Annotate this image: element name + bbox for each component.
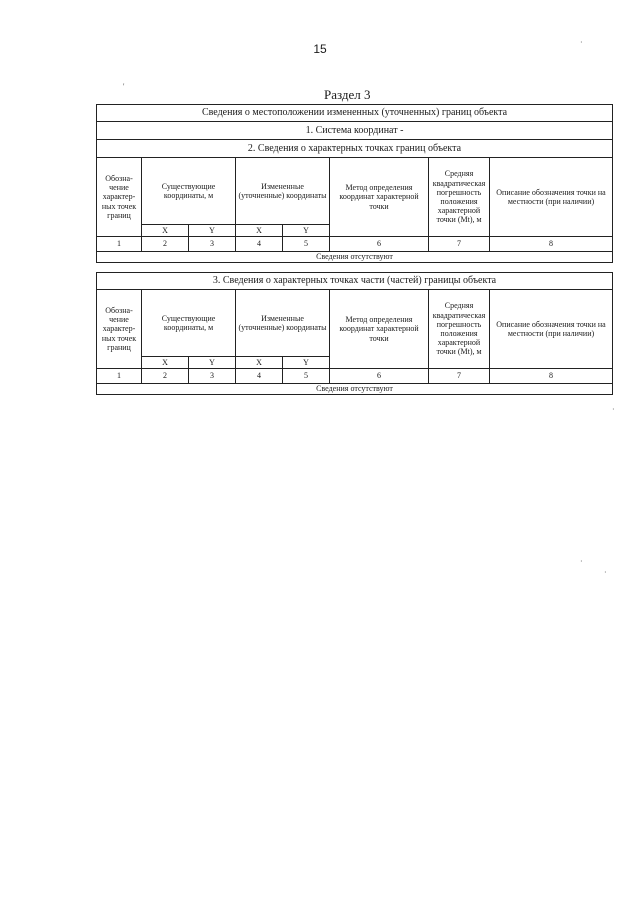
header-x: X <box>236 225 283 237</box>
column-number: 8 <box>490 237 613 252</box>
column-number: 5 <box>283 369 330 384</box>
header-error: Средняя квадратическая погрешность положения характерной точки (Mt), м <box>429 158 490 237</box>
scan-speck: · <box>580 38 583 47</box>
column-number: 6 <box>330 237 429 252</box>
scan-speck: · <box>604 568 607 577</box>
header-error: Средняя квадратическая погрешность положения характерной точки (Mt), м <box>429 290 490 369</box>
header-y: Y <box>283 357 330 369</box>
header-description: Описание обозначения точки на местности (при наличии) <box>490 290 613 369</box>
header-description: Описание обозначения точки на местности (при наличии) <box>490 158 613 237</box>
section-3-title: 3. Сведения о характерных точках части (частей) границы объекта <box>97 273 613 290</box>
page-number: 15 <box>313 42 327 56</box>
header-x: X <box>236 357 283 369</box>
column-number: 4 <box>236 369 283 384</box>
column-number: 8 <box>490 369 613 384</box>
no-data-note: Сведения отсутствуют <box>97 252 613 263</box>
column-number: 3 <box>189 237 236 252</box>
header-method: Метод определения координат характерной точки <box>330 290 429 369</box>
section-title: Раздел 3 <box>324 87 371 102</box>
scan-speck: · <box>612 405 615 414</box>
boundary-table <box>96 104 613 263</box>
column-number: 7 <box>429 237 490 252</box>
boundary-part-table <box>96 272 613 395</box>
scan-speck: · <box>580 557 583 566</box>
header-y: Y <box>189 225 236 237</box>
header-x: X <box>142 357 189 369</box>
scan-speck: ' <box>123 82 125 91</box>
column-number: 2 <box>142 237 189 252</box>
section-2-title: 2. Сведения о характерных точках границ объекта <box>97 140 613 158</box>
column-number: 4 <box>236 237 283 252</box>
no-data-note: Сведения отсутствуют <box>97 384 613 395</box>
header-existing-coords: Существующие координаты, м <box>142 158 236 225</box>
header-method: Метод определения координат характерной точки <box>330 158 429 237</box>
column-number: 7 <box>429 369 490 384</box>
header-point-designation: Обозна-чение характер-ных точек границ <box>97 290 142 369</box>
header-point-designation: Обозна-чение характер-ных точек границ <box>97 158 142 237</box>
header-existing-coords: Существующие координаты, м <box>142 290 236 357</box>
column-number: 1 <box>97 369 142 384</box>
column-number: 1 <box>97 237 142 252</box>
header-y: Y <box>283 225 330 237</box>
header-x: X <box>142 225 189 237</box>
header-y: Y <box>189 357 236 369</box>
column-number: 5 <box>283 237 330 252</box>
column-number: 6 <box>330 369 429 384</box>
header-changed-coords: Измененные (уточненные) координаты <box>236 290 330 357</box>
coordinate-system: 1. Система координат - <box>97 122 613 140</box>
table-title: Сведения о местоположении измененных (уточненных) границ объекта <box>97 105 613 122</box>
column-number: 2 <box>142 369 189 384</box>
header-changed-coords: Измененные (уточненные) координаты <box>236 158 330 225</box>
column-number: 3 <box>189 369 236 384</box>
